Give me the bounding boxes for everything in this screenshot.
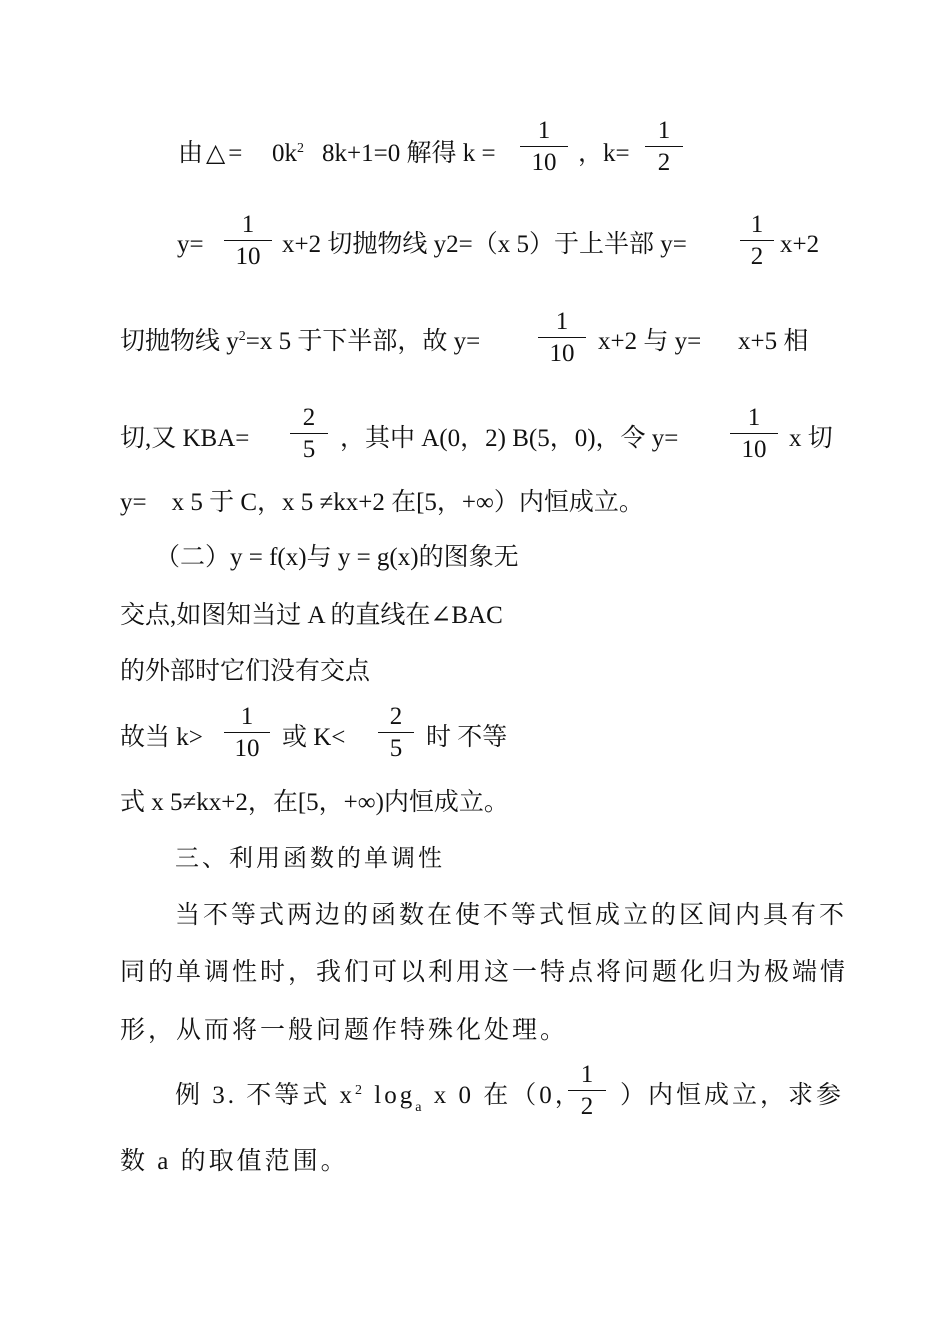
text-segment: log	[365, 1082, 416, 1109]
text-line	[282, 232, 687, 257]
numerator: 1	[747, 404, 761, 431]
fraction	[224, 212, 272, 269]
fraction	[378, 704, 414, 761]
text-line: （二）y = f(x)与 y = g(x)的图象无	[155, 544, 519, 571]
text-segment: 切抛物线 y	[120, 328, 239, 355]
text-line: 式 x 5≠kx+2，在[5，+∞)内恒成立。	[120, 789, 509, 816]
numerator: 1	[240, 703, 254, 730]
text-segment: 由△=	[178, 140, 246, 167]
text-segment: x+5 相	[738, 328, 809, 355]
denominator: 2	[657, 149, 671, 176]
text-line	[780, 232, 819, 257]
denominator: 10	[235, 243, 261, 270]
superscript: 2	[238, 329, 246, 344]
text-segment: 0k	[272, 140, 297, 167]
denominator: 10	[234, 735, 260, 762]
denominator: 10	[741, 436, 767, 463]
numerator: 1	[537, 117, 551, 144]
numerator: 2	[302, 404, 316, 431]
text-line: y= x 5 于 C，x 5 ≠kx+2 在[5，+∞）内恒成立。	[120, 489, 644, 516]
text-line	[282, 725, 345, 750]
text-segment: 或 K<	[282, 724, 346, 751]
paragraph-line: 当不等式两边的函数在使不等式恒成立的区间内具有不	[175, 902, 848, 929]
text-segment: ，其中 A(0，2) B(5，0)，令 y=	[340, 425, 679, 452]
text-line: 的外部时它们没有交点	[120, 658, 371, 685]
text-segment: ）内恒成立，求参	[620, 1082, 845, 1109]
text-line	[178, 141, 245, 166]
text-segment: x 0 在（0，	[424, 1082, 583, 1109]
denominator: 2	[580, 1093, 594, 1120]
example-line	[620, 1083, 844, 1108]
text-segment: ，k=	[578, 140, 630, 167]
numerator: 1	[580, 1061, 594, 1088]
text-line	[120, 329, 480, 354]
text-segment: 故当 k>	[120, 724, 203, 751]
text-line	[789, 426, 833, 451]
denominator: 2	[750, 243, 764, 270]
numerator: 2	[389, 703, 403, 730]
paragraph-line: 形，从而将一般问题作特殊化处理。	[120, 1017, 569, 1044]
fraction	[224, 704, 270, 761]
text-segment: 切,又 KBA=	[120, 425, 250, 452]
text-line: 交点,如图知当过 A 的直线在∠BAC	[120, 602, 503, 629]
numerator: 1	[750, 211, 764, 238]
text-line	[272, 141, 304, 166]
fraction	[730, 405, 778, 462]
example-line: 数 a 的取值范围。	[120, 1148, 349, 1175]
denominator: 5	[389, 735, 403, 762]
fraction	[740, 212, 774, 269]
text-segment: x+2	[780, 231, 820, 258]
text-line	[177, 232, 204, 257]
denominator: 10	[531, 149, 557, 176]
superscript: 2	[297, 141, 304, 156]
text-segment: x 切	[789, 425, 833, 452]
fraction	[568, 1062, 606, 1119]
text-line	[578, 141, 630, 166]
text-segment: 时 不等	[426, 724, 508, 751]
text-segment: 8k+1=0 解得 k =	[322, 140, 496, 167]
subscript: a	[415, 1100, 425, 1115]
text-segment: y=	[177, 231, 204, 258]
text-segment: x+2 与 y=	[598, 328, 702, 355]
numerator: 1	[657, 117, 671, 144]
text-line	[426, 725, 507, 750]
denominator: 5	[302, 436, 316, 463]
text-line	[598, 329, 701, 354]
superscript: 2	[355, 1083, 366, 1098]
text-line	[322, 141, 496, 166]
fraction	[538, 309, 586, 366]
fraction	[290, 405, 328, 462]
denominator: 10	[549, 340, 575, 367]
text-line	[340, 426, 678, 451]
example-line	[175, 1083, 583, 1115]
section-heading: 三、利用函数的单调性	[175, 844, 445, 872]
text-segment: =x 5 于下半部，故 y=	[245, 328, 481, 355]
fraction	[645, 118, 683, 175]
text-line	[120, 725, 203, 750]
numerator: 1	[241, 211, 255, 238]
text-segment: x+2 切抛物线 y2=（x 5）于上半部 y=	[282, 231, 687, 258]
numerator: 1	[555, 308, 569, 335]
text-line	[120, 426, 249, 451]
fraction	[520, 118, 568, 175]
text-segment: 例 3. 不等式 x	[175, 1082, 356, 1109]
paragraph-line: 同的单调性时，我们可以利用这一特点将问题化归为极端情	[120, 959, 849, 986]
text-line	[738, 329, 808, 354]
